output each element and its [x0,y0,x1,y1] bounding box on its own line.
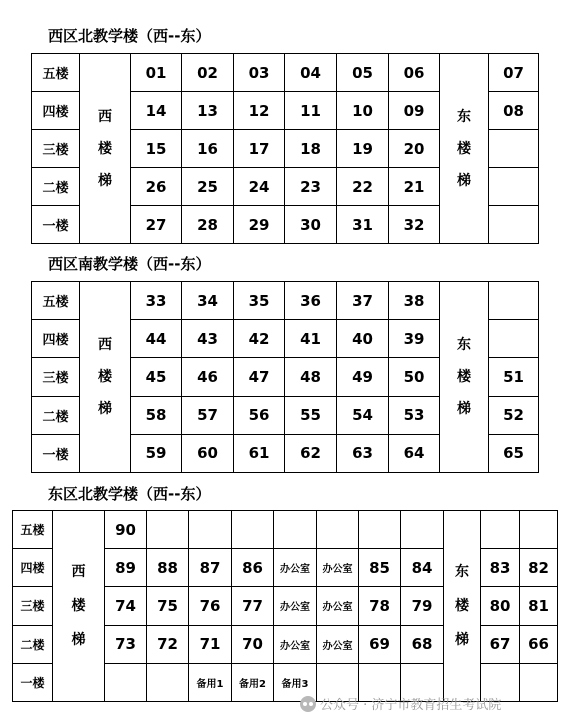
classroom-cell: 88 [147,549,189,587]
east-stair-char: 梯 [455,632,469,648]
east-stair-char: 楼 [455,598,469,614]
west-stair-char: 西 [98,337,112,353]
classroom-cell: 72 [147,625,189,663]
classroom-cell: 01 [131,54,182,92]
classroom-cell: 32 [389,206,440,244]
east-classroom-cell [520,663,558,701]
east-classroom-cell: 82 [520,549,558,587]
east-classroom-cell: 66 [520,625,558,663]
west-stair-char: 楼 [98,369,112,385]
classroom-cell: 62 [285,434,337,472]
east-stair-char: 东 [457,337,471,353]
classroom-cell [401,511,444,549]
east-classroom-cell: 07 [489,54,539,92]
classroom-cell: 78 [359,587,401,625]
classroom-cell: 22 [337,168,389,206]
watermark [300,694,501,713]
east-north-building-table [12,510,558,702]
east-stair-char: 楼 [457,369,471,385]
classroom-cell: 33 [131,282,182,320]
classroom-cell: 64 [389,434,440,472]
classroom-cell: 办公室 [274,549,317,587]
classroom-cell: 办公室 [274,587,317,625]
classroom-cell: 办公室 [317,625,359,663]
classroom-cell: 75 [147,587,189,625]
west-stair-char: 西 [71,564,86,580]
classroom-cell: 57 [182,396,234,434]
classroom-cell: 备用1 [189,663,232,701]
classroom-cell: 31 [337,206,389,244]
east-classroom-cell [489,320,539,358]
section-title-west-south: 西区南教学楼（西--东） [48,255,211,273]
floor-label: 四楼 [32,92,80,130]
classroom-cell: 61 [234,434,285,472]
classroom-cell [232,511,274,549]
classroom-cell: 56 [234,396,285,434]
floor-label: 三楼 [32,130,80,168]
classroom-cell [147,663,189,701]
classroom-cell: 16 [182,130,234,168]
floor-row [32,54,539,92]
east-stair [440,54,489,244]
floor-label: 三楼 [13,587,53,625]
classroom-cell: 89 [105,549,147,587]
east-classroom-cell: 80 [481,587,520,625]
classroom-cell: 28 [182,206,234,244]
classroom-cell [317,511,359,549]
classroom-cell: 19 [337,130,389,168]
west-stair-char: 楼 [98,140,112,157]
floor-label: 二楼 [32,396,80,434]
east-classroom-cell: 51 [489,358,539,396]
classroom-cell: 20 [389,130,440,168]
floor-label: 一楼 [13,663,53,701]
east-classroom-cell: 67 [481,625,520,663]
east-classroom-cell [489,282,539,320]
classroom-cell: 27 [131,206,182,244]
floor-row [13,511,558,549]
classroom-cell: 42 [234,320,285,358]
classroom-cell: 办公室 [317,549,359,587]
classroom-cell [105,663,147,701]
west-north-building-table [31,53,539,244]
classroom-cell: 58 [131,396,182,434]
classroom-cell: 备用3 [274,663,317,701]
classroom-cell: 39 [389,320,440,358]
east-classroom-cell [481,511,520,549]
classroom-cell: 86 [232,549,274,587]
classroom-cell: 25 [182,168,234,206]
classroom-cell: 29 [234,206,285,244]
west-south-building-table [31,281,539,473]
classroom-cell [359,511,401,549]
classroom-cell: 60 [182,434,234,472]
east-classroom-cell [489,130,539,168]
section-title-west-north: 西区北教学楼（西--东） [48,27,211,45]
floor-label: 二楼 [13,625,53,663]
classroom-cell: 76 [189,587,232,625]
classroom-cell: 74 [105,587,147,625]
floor-label: 五楼 [32,282,80,320]
classroom-cell: 63 [337,434,389,472]
west-stair-char: 西 [98,108,112,125]
classroom-cell [147,511,189,549]
classroom-cell: 77 [232,587,274,625]
classroom-cell: 41 [285,320,337,358]
section-title-east-north: 东区北教学楼（西--东） [48,485,211,503]
floor-label: 一楼 [32,434,80,472]
classroom-cell: 18 [285,130,337,168]
classroom-cell [274,511,317,549]
classroom-cell: 79 [401,587,444,625]
classroom-cell: 73 [105,625,147,663]
classroom-cell: 30 [285,206,337,244]
east-classroom-cell: 08 [489,92,539,130]
classroom-cell: 13 [182,92,234,130]
west-stair [53,511,105,702]
east-classroom-cell: 81 [520,587,558,625]
east-classroom-cell [489,168,539,206]
classroom-cell: 35 [234,282,285,320]
classroom-cell: 49 [337,358,389,396]
classroom-cell: 45 [131,358,182,396]
classroom-cell: 06 [389,54,440,92]
floor-label: 五楼 [32,54,80,92]
classroom-cell: 47 [234,358,285,396]
classroom-cell: 46 [182,358,234,396]
classroom-cell: 05 [337,54,389,92]
west-stair-char: 梯 [98,401,112,417]
east-stair-char: 东 [455,564,469,580]
classroom-cell: 38 [389,282,440,320]
classroom-cell: 68 [401,625,444,663]
classroom-cell: 09 [389,92,440,130]
classroom-cell: 44 [131,320,182,358]
wechat-icon [300,696,316,712]
west-stair-char: 梯 [98,172,112,189]
classroom-cell: 85 [359,549,401,587]
classroom-cell: 24 [234,168,285,206]
east-stair-char: 楼 [457,140,471,157]
classroom-cell: 02 [182,54,234,92]
classroom-cell: 84 [401,549,444,587]
classroom-cell: 11 [285,92,337,130]
west-stair [80,54,131,244]
east-classroom-cell [520,511,558,549]
classroom-cell: 59 [131,434,182,472]
classroom-cell: 26 [131,168,182,206]
classroom-cell: 23 [285,168,337,206]
floor-label: 四楼 [32,320,80,358]
classroom-cell: 12 [234,92,285,130]
east-classroom-cell [489,206,539,244]
classroom-cell: 备用2 [232,663,274,701]
east-classroom-cell: 83 [481,549,520,587]
floor-label: 四楼 [13,549,53,587]
floor-label: 二楼 [32,168,80,206]
east-stair [440,282,489,473]
classroom-cell: 21 [389,168,440,206]
classroom-cell: 办公室 [317,587,359,625]
east-stair-char: 东 [457,108,471,125]
classroom-cell: 04 [285,54,337,92]
classroom-cell: 50 [389,358,440,396]
watermark-text: 公众号 · 济宁市教育招生考试院 [320,698,502,713]
classroom-cell: 90 [105,511,147,549]
classroom-cell: 34 [182,282,234,320]
floor-label: 五楼 [13,511,53,549]
east-stair-char: 梯 [457,401,471,417]
west-stair-char: 梯 [71,632,86,648]
classroom-cell: 10 [337,92,389,130]
classroom-cell: 03 [234,54,285,92]
east-stair [444,511,481,702]
classroom-cell: 15 [131,130,182,168]
classroom-cell: 43 [182,320,234,358]
classroom-cell: 36 [285,282,337,320]
east-classroom-cell: 52 [489,396,539,434]
east-stair-char: 梯 [457,172,471,189]
classroom-cell [189,511,232,549]
classroom-cell: 40 [337,320,389,358]
classroom-cell: 69 [359,625,401,663]
east-classroom-cell: 65 [489,434,539,472]
floor-label: 三楼 [32,358,80,396]
classroom-cell: 70 [232,625,274,663]
classroom-cell: 37 [337,282,389,320]
floor-label: 一楼 [32,206,80,244]
floor-row [32,282,539,320]
west-stair [80,282,131,473]
classroom-cell: 71 [189,625,232,663]
classroom-cell: 87 [189,549,232,587]
classroom-cell: 53 [389,396,440,434]
classroom-cell: 48 [285,358,337,396]
classroom-cell: 14 [131,92,182,130]
classroom-cell: 办公室 [274,625,317,663]
classroom-cell: 55 [285,396,337,434]
classroom-cell: 17 [234,130,285,168]
classroom-cell: 54 [337,396,389,434]
west-stair-char: 楼 [71,598,86,614]
